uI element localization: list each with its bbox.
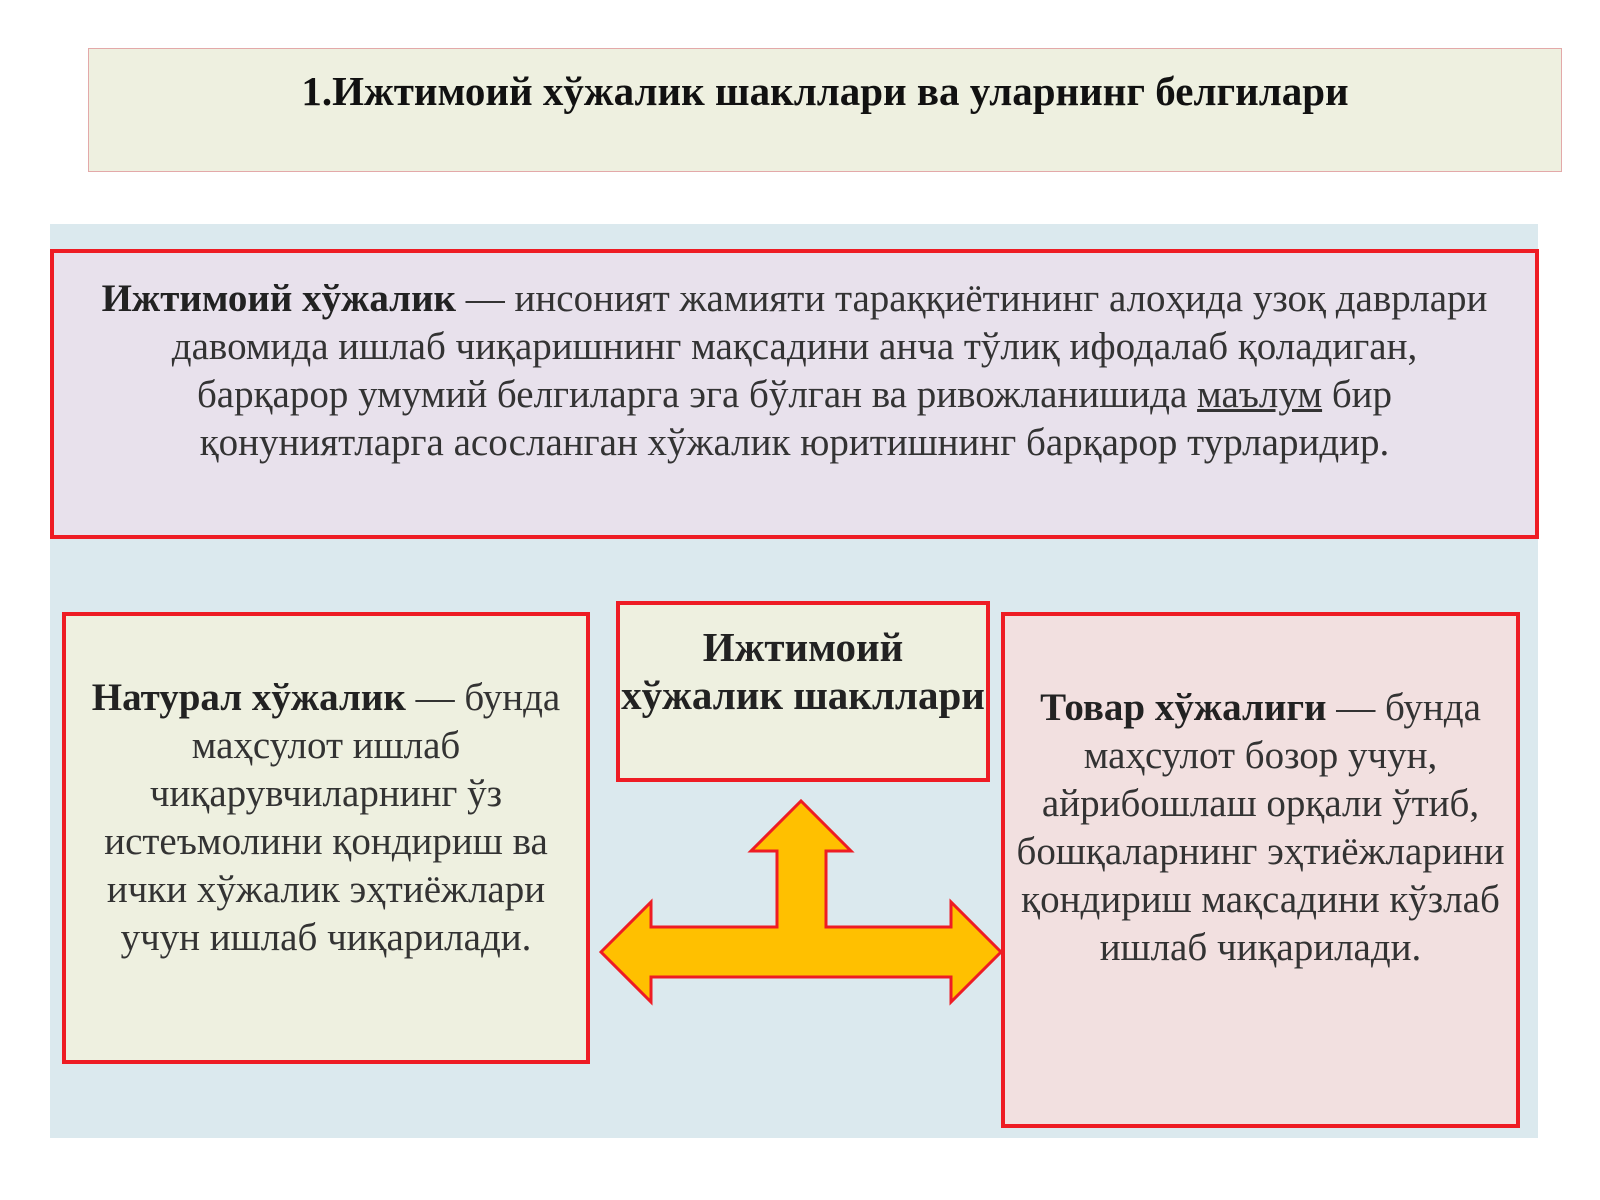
commodity-economy-box — [1001, 612, 1520, 1128]
definition-term: Ижтимоий хўжалик — [101, 277, 457, 320]
title-box — [88, 48, 1562, 172]
definition-box — [50, 249, 1539, 539]
commodity-economy-text: — бунда маҳсулот бозор учун, айрибошлаш орқали ўтиб, бошқаларнинг эҳтиёжларини қондириш мақсадини кўзлаб ишлаб чиқарилади. — [1016, 686, 1505, 969]
definition-text-part2: бир қонуниятларга асосланган хўжалик юритишнинг барқарор турларидир. — [199, 373, 1393, 464]
commodity-economy-term: Товар хўжалиги — [1040, 686, 1327, 729]
slide-title: 1.Ижтимоий хўжалик шакллари ва уларнинг белгилари — [301, 68, 1349, 114]
definition-underlined-word: маълум — [1197, 373, 1323, 416]
social-economy-forms-label: Ижтимоий хўжалик шакллари — [621, 624, 985, 718]
natural-economy-box — [62, 612, 590, 1064]
social-economy-forms-box — [616, 601, 990, 782]
definition-text-part1: — инсоният жамияти тараққиётининг алоҳида узоқ даврлари давомида ишлаб чиқаришнинг мақсадини анча тўлиқ ифодалаб қоладиган, барқарор умумий белгиларга эга бўлган ва ривожланишида — [171, 277, 1488, 416]
natural-economy-text: — бунда маҳсулот ишлаб чиқарувчиларнинг ўз истеъмолини қондириш ва ички хўжалик эҳтиёжлари учун ишлаб чиқарилади. — [104, 676, 561, 959]
natural-economy-term: Натурал хўжалик — [91, 676, 406, 719]
